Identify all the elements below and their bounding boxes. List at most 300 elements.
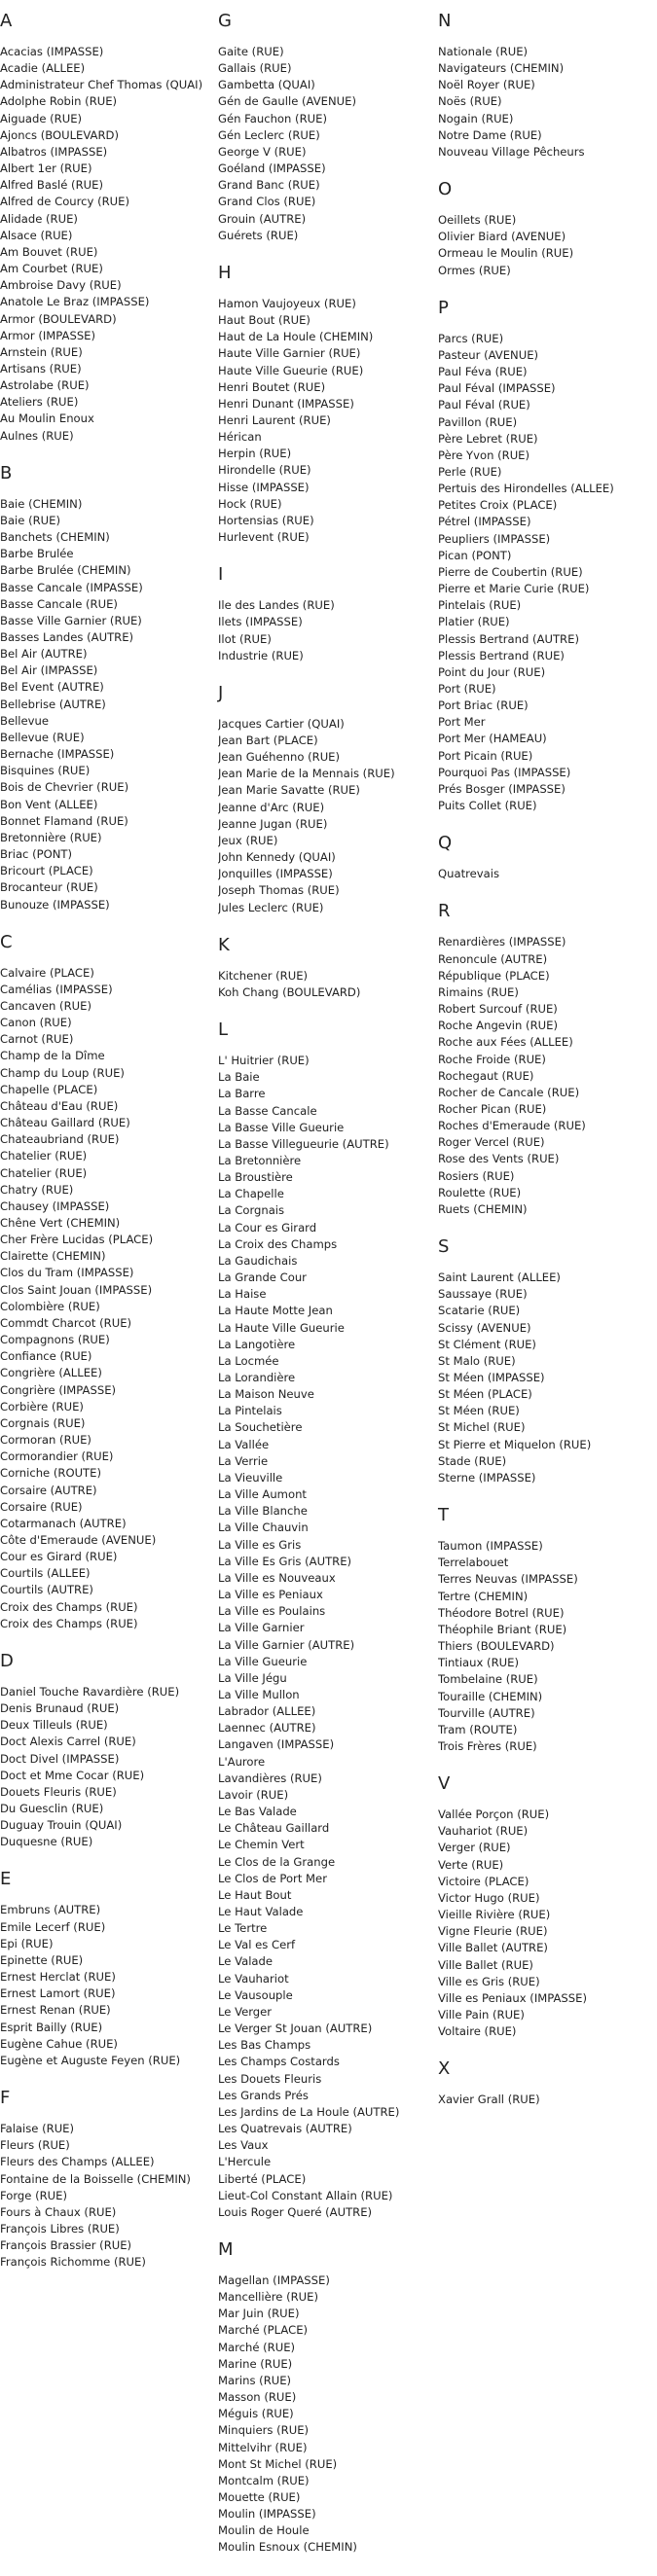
letter-heading: F — [0, 2088, 11, 2109]
street-item: Ilot (RUE) — [218, 631, 272, 646]
street-item: Clairette (CHEMIN) — [0, 1249, 106, 1264]
index-column-1 — [0, 8, 212, 2290]
street-item: Haut Bout (RUE) — [218, 313, 310, 328]
street-list — [218, 1053, 432, 2221]
street-item: Grouin (AUTRE) — [218, 211, 307, 226]
street-item: Alidade (RUE) — [0, 211, 78, 226]
street-item: Notre Dame (RUE) — [438, 127, 542, 142]
street-item: Le Clos de la Grange — [218, 1854, 336, 1869]
street-item: Ormes (RUE) — [438, 263, 511, 277]
street-item: Le Tertre — [218, 1921, 268, 1936]
street-item: St Michel (RUE) — [438, 1420, 526, 1435]
street-item: Duquesne (RUE) — [0, 1835, 93, 1849]
street-item: Père Lebret (RUE) — [438, 431, 538, 446]
street-item: Alsace (RUE) — [0, 228, 73, 242]
letter-heading: O — [438, 179, 453, 200]
index-column-3 — [438, 8, 654, 2128]
street-item: Albert 1er (RUE) — [0, 161, 92, 176]
street-item: Bunouze (IMPASSE) — [0, 897, 110, 912]
street-item: Croix des Champs (RUE) — [0, 1599, 138, 1614]
street-item: Chatry (RUE) — [0, 1182, 74, 1197]
letter-section-e — [0, 1870, 212, 2069]
street-item: Compagnons (RUE) — [0, 1333, 110, 1347]
street-item: Olivier Biard (AVENUE) — [438, 230, 566, 244]
street-item: Clos Saint Jouan (IMPASSE) — [0, 1282, 153, 1297]
street-item: Clos du Tram (IMPASSE) — [0, 1266, 134, 1280]
letter-section-g — [218, 12, 432, 244]
street-item: Ambroise Davy (RUE) — [0, 278, 122, 293]
street-list — [0, 965, 212, 1632]
street-item: Fours à Chaux (RUE) — [0, 2204, 117, 2219]
street-item: St Méen (IMPASSE) — [438, 1371, 545, 1384]
street-item: Sterne (IMPASSE) — [438, 1470, 536, 1485]
street-item: Au Moulin Enoux — [0, 411, 94, 426]
street-list — [438, 1270, 654, 1486]
street-item: Gén de Gaulle (AVENUE) — [218, 94, 357, 109]
street-item: Adolphe Robin (RUE) — [0, 94, 118, 109]
letter-heading: P — [438, 297, 449, 318]
street-item: Hisse (IMPASSE) — [218, 480, 310, 494]
street-item: François Brassier (RUE) — [0, 2238, 132, 2253]
street-item: Trois Frères (RUE) — [438, 1738, 537, 1753]
street-item: Le Vauhariot — [218, 1971, 289, 1986]
street-item: Marine (RUE) — [218, 2356, 293, 2371]
street-item: Lavoir (RUE) — [218, 1787, 289, 1802]
street-item: Château d'Eau (RUE) — [0, 1098, 119, 1113]
letter-heading: Q — [438, 833, 453, 854]
street-item: Banchets (CHEMIN) — [0, 530, 110, 545]
street-item: Mar Juin (RUE) — [218, 2307, 300, 2321]
street-item: Haut de La Houle (CHEMIN) — [218, 330, 374, 344]
street-item: Forge (RUE) — [0, 2188, 68, 2202]
street-item: Champ de la Dîme — [0, 1049, 105, 1063]
street-item: Mouette (RUE) — [218, 2490, 301, 2504]
street-item: Haute Ville Gueurie (RUE) — [218, 363, 364, 377]
street-item: Père Yvon (RUE) — [438, 447, 530, 462]
street-item: Eugène et Auguste Feyen (RUE) — [0, 2053, 181, 2067]
street-item: Hirondelle (RUE) — [218, 463, 311, 478]
street-item: Le Haut Bout — [218, 1887, 292, 1902]
street-item: La Maison Neuve — [218, 1387, 314, 1402]
street-item: Le Verger St Jouan (AUTRE) — [218, 2021, 373, 2036]
street-item: Grand Banc (RUE) — [218, 178, 320, 193]
street-item: Camélias (IMPASSE) — [0, 982, 113, 996]
street-item: Terrelabouet — [438, 1556, 509, 1570]
street-item: Doct Alexis Carrel (RUE) — [0, 1735, 136, 1749]
street-item: Le Clos de Port Mer — [218, 1871, 327, 1885]
street-item: John Kennedy (QUAI) — [218, 850, 336, 865]
street-item: Port Briac (RUE) — [438, 698, 529, 713]
street-item: Gambetta (QUAI) — [218, 78, 315, 92]
street-item: La Ville Jégu — [218, 1670, 287, 1685]
street-item: Eugène Cahue (RUE) — [0, 2036, 118, 2051]
street-item: Moulin (IMPASSE) — [218, 2507, 316, 2522]
street-item: Langaven (IMPASSE) — [218, 1737, 335, 1752]
street-item: Taumon (IMPASSE) — [438, 1539, 543, 1554]
street-item: Nouveau Village Pêcheurs — [438, 144, 585, 159]
street-item: Bel Air (IMPASSE) — [0, 663, 98, 678]
letter-heading: A — [0, 11, 13, 31]
street-item: Jules Leclerc (RUE) — [218, 900, 324, 914]
street-item: La Ville Aumont — [218, 1487, 307, 1502]
street-item: Bellevue (RUE) — [0, 730, 85, 744]
street-item: Gaite (RUE) — [218, 45, 284, 58]
street-item: La Verrie — [218, 1453, 269, 1468]
letter-heading: V — [438, 1773, 451, 1795]
street-item: Roger Vercel (RUE) — [438, 1135, 545, 1150]
street-item: Pavillon (RUE) — [438, 414, 518, 429]
street-item: Hurlevent (RUE) — [218, 530, 310, 545]
street-item: Carnot (RUE) — [0, 1032, 74, 1047]
street-item: Henri Laurent (RUE) — [218, 412, 331, 427]
street-item: La Souchetière — [218, 1420, 303, 1435]
street-item: Ormeau le Moulin (RUE) — [438, 246, 574, 261]
street-item: Robert Surcouf (RUE) — [438, 1002, 558, 1017]
letter-section-b — [0, 464, 212, 913]
street-item: La Bretonnière — [218, 1153, 302, 1167]
street-item: Perle (RUE) — [438, 464, 502, 479]
street-item: Commdt Charcot (RUE) — [0, 1315, 132, 1330]
street-item: Victor Hugo (RUE) — [438, 1890, 540, 1905]
street-item: Port Picain (RUE) — [438, 748, 533, 763]
street-item: Aiguade (RUE) — [0, 111, 83, 125]
street-item: Roche aux Fées (ALLEE) — [438, 1035, 573, 1050]
street-item: Embruns (AUTRE) — [0, 1903, 101, 1917]
street-item: Kitchener (RUE) — [218, 968, 309, 983]
street-item: Fontaine de la Boisselle (CHEMIN) — [0, 2171, 191, 2186]
street-item: La Ville Gueurie — [218, 1654, 308, 1668]
street-item: Quatrevais — [438, 867, 499, 881]
street-list — [0, 44, 212, 445]
street-item: Arnstein (RUE) — [0, 344, 83, 359]
street-item: Cancaven (RUE) — [0, 998, 91, 1013]
street-item: Corniche (ROUTE) — [0, 1466, 101, 1481]
street-item: Tombelaine (RUE) — [438, 1672, 538, 1687]
street-item: Pierre et Marie Curie (RUE) — [438, 582, 590, 596]
street-item: Les Quatrevais (AUTRE) — [218, 2122, 352, 2136]
letter-heading: E — [0, 1869, 12, 1890]
street-item: Pétrel (IMPASSE) — [438, 515, 531, 529]
street-item: Haute Ville Garnier (RUE) — [218, 346, 361, 361]
letter-section-l — [218, 1020, 432, 2221]
street-item: Mittelvihr (RUE) — [218, 2440, 308, 2454]
street-item: Bonnet Flamand (RUE) — [0, 813, 128, 828]
street-item: Hock (RUE) — [218, 496, 282, 511]
street-list — [438, 1538, 654, 1755]
street-item: Saint Laurent (ALLEE) — [438, 1270, 561, 1285]
street-item: Bon Vent (ALLEE) — [0, 797, 98, 811]
street-item: Port Mer — [438, 715, 486, 730]
street-item: Pierre de Coubertin (RUE) — [438, 564, 583, 579]
street-item: Fleurs des Champs (ALLEE) — [0, 2155, 155, 2169]
street-item: L'Hercule — [218, 2155, 272, 2169]
street-item: Saussaye (RUE) — [438, 1287, 528, 1302]
street-item: Rochegaut (RUE) — [438, 1068, 534, 1083]
street-item: Les Douets Fleuris — [218, 2071, 322, 2086]
street-item: Roches d'Emeraude (RUE) — [438, 1119, 586, 1133]
street-item: La Basse Ville Gueurie — [218, 1120, 345, 1134]
street-item: Herpin (RUE) — [218, 447, 292, 461]
street-item: Paul Féval (RUE) — [438, 398, 530, 412]
street-item: Colombière (RUE) — [0, 1299, 100, 1313]
letter-heading: I — [218, 564, 224, 586]
street-item: François Libres (RUE) — [0, 2221, 120, 2236]
street-item: Plessis Bertrand (RUE) — [438, 648, 565, 662]
street-item: Koh Chang (BOULEVARD) — [218, 984, 361, 999]
street-item: Corsaire (AUTRE) — [0, 1483, 97, 1497]
street-item: Magellan (IMPASSE) — [218, 2272, 330, 2287]
street-item: Ville es Peniaux (IMPASSE) — [438, 1990, 587, 2005]
street-item: Acacias (IMPASSE) — [0, 45, 104, 58]
street-item: Jeux (RUE) — [218, 833, 278, 847]
street-item: Le Bas Valade — [218, 1805, 297, 1819]
street-item: Albatros (IMPASSE) — [0, 144, 108, 159]
street-item: Renoncule (AUTRE) — [438, 951, 548, 966]
street-item: La Haute Ville Gueurie — [218, 1320, 345, 1335]
street-item: L' Huitrier (RUE) — [218, 1054, 310, 1068]
street-item: Du Guesclin (RUE) — [0, 1802, 104, 1815]
street-item: Renardières (IMPASSE) — [438, 935, 566, 949]
street-item: Champ du Loup (RUE) — [0, 1065, 125, 1080]
street-item: Brocanteur (RUE) — [0, 880, 98, 895]
street-item: Doct et Mme Cocar (RUE) — [0, 1768, 145, 1782]
street-item: Côte d'Emeraude (AVENUE) — [0, 1532, 157, 1547]
street-list — [438, 2092, 654, 2108]
street-item: Jean Guéhenno (RUE) — [218, 750, 341, 765]
street-item: Oeillets (RUE) — [438, 213, 517, 228]
letter-heading: X — [438, 2058, 451, 2080]
street-item: Petites Croix (PLACE) — [438, 498, 558, 513]
street-item: Jeanne d'Arc (RUE) — [218, 800, 325, 814]
street-item: Tintiaux (RUE) — [438, 1656, 519, 1670]
street-item: Courtils (AUTRE) — [0, 1583, 93, 1597]
street-item: Jean Marie Savatte (RUE) — [218, 783, 360, 798]
street-item: La Cour es Girard — [218, 1220, 317, 1234]
street-item: Cotarmanach (AUTRE) — [0, 1516, 127, 1530]
index-column-2 — [218, 8, 432, 2576]
street-item: Chêne Vert (CHEMIN) — [0, 1216, 121, 1230]
street-item: Joseph Thomas (RUE) — [218, 883, 340, 898]
street-item: La Langotière — [218, 1337, 296, 1351]
street-item: La Locmée — [218, 1353, 279, 1368]
street-item: Ville es Gris (RUE) — [438, 1974, 540, 1988]
street-item: Gallais (RUE) — [218, 61, 292, 76]
street-item: Théophile Briant (RUE) — [438, 1622, 567, 1636]
street-item: Xavier Grall (RUE) — [438, 2093, 540, 2107]
street-item: Doct Divel (IMPASSE) — [0, 1751, 120, 1766]
street-item: Ajoncs (BOULEVARD) — [0, 127, 119, 142]
street-item: Roche Froide (RUE) — [438, 1052, 546, 1066]
street-item: George V (RUE) — [218, 144, 307, 159]
street-item: Nationale (RUE) — [438, 45, 529, 58]
street-item: La Haute Motte Jean — [218, 1304, 333, 1318]
street-item: Canon (RUE) — [0, 1016, 72, 1030]
street-item: Hortensias (RUE) — [218, 513, 314, 527]
street-item: Astrolabe (RUE) — [0, 378, 90, 393]
street-item: Henri Boutet (RUE) — [218, 379, 326, 394]
street-item: Jeanne Jugan (RUE) — [218, 816, 328, 831]
street-item: Bricourt (PLACE) — [0, 864, 93, 878]
street-item: Les Champs Costards — [218, 2055, 340, 2069]
street-item: Fleurs (RUE) — [0, 2138, 70, 2153]
letter-section-v — [438, 1774, 654, 2040]
street-item: République (PLACE) — [438, 968, 550, 983]
street-item: Corgnais (RUE) — [0, 1415, 86, 1430]
street-item: Château Gaillard (RUE) — [0, 1116, 130, 1130]
street-item: La Basse Villegueurie (AUTRE) — [218, 1136, 389, 1151]
street-item: La Grande Cour — [218, 1270, 307, 1285]
street-item: Baie (RUE) — [0, 513, 61, 527]
street-item: Platier (RUE) — [438, 615, 510, 629]
letter-heading: S — [438, 1236, 450, 1258]
letter-section-q — [438, 834, 654, 882]
street-item: Rose des Vents (RUE) — [438, 1152, 560, 1166]
street-item: Am Courbet (RUE) — [0, 262, 103, 276]
street-list — [0, 496, 212, 913]
letter-heading: L — [218, 1020, 229, 1041]
street-item: Puits Collet (RUE) — [438, 799, 537, 813]
street-item: Scissy (AVENUE) — [438, 1320, 531, 1335]
street-item: Point du Jour (RUE) — [438, 664, 546, 679]
letter-heading: T — [438, 1505, 449, 1526]
street-item: Guérets (RUE) — [218, 228, 299, 242]
street-item: St Méen (PLACE) — [438, 1387, 532, 1402]
street-item: Prés Bosger (IMPASSE) — [438, 781, 566, 796]
street-item: Ville Ballet (RUE) — [438, 1957, 533, 1972]
street-item: Moulin Esnoux (CHEMIN) — [218, 2540, 357, 2555]
street-item: La Chapelle — [218, 1187, 284, 1201]
street-item: La Lorandière — [218, 1371, 296, 1384]
street-item: Ernest Herclat (RUE) — [0, 1970, 116, 1985]
street-item: Hamon Vaujoyeux (RUE) — [218, 296, 356, 310]
street-list — [0, 1902, 212, 2069]
street-item: Chausey (IMPASSE) — [0, 1199, 110, 1213]
street-item: La Ville es Peniaux — [218, 1588, 323, 1602]
street-item: Vauhariot (RUE) — [438, 1824, 529, 1839]
street-item: Goéland (IMPASSE) — [218, 161, 326, 176]
street-item: Parcs (RUE) — [438, 331, 504, 345]
street-item: Le Vausouple — [218, 1987, 293, 2002]
street-item: Verger (RUE) — [438, 1841, 511, 1855]
street-item: Administrateur Chef Thomas (QUAI) — [0, 78, 203, 92]
street-item: Marché (PLACE) — [218, 2323, 309, 2338]
street-item: St Méen (RUE) — [438, 1404, 520, 1418]
street-list — [438, 331, 654, 815]
letter-section-a — [0, 12, 212, 445]
street-item: Ile des Landes (RUE) — [218, 598, 335, 613]
letter-section-r — [438, 902, 654, 1218]
street-list — [438, 866, 654, 882]
street-item: Baie (CHEMIN) — [0, 496, 83, 511]
street-item: La Broustière — [218, 1170, 293, 1185]
street-item: Les Jardins de La Houle (AUTRE) — [218, 2104, 400, 2119]
street-item: Corsaire (RUE) — [0, 1499, 83, 1514]
street-item: La Vallée — [218, 1437, 270, 1451]
street-item: Ernest Renan (RUE) — [0, 2003, 111, 2018]
street-item: Tourville (AUTRE) — [438, 1705, 535, 1720]
street-item: Denis Brunaud (RUE) — [0, 1701, 120, 1716]
street-item: Les Grands Prés — [218, 2088, 309, 2102]
street-item: Falaise (RUE) — [0, 2122, 75, 2136]
street-item: Gén Fauchon (RUE) — [218, 111, 327, 125]
street-item: Alfred de Courcy (RUE) — [0, 195, 129, 209]
street-list — [218, 597, 432, 664]
street-item: Emile Lecerf (RUE) — [0, 1919, 106, 1934]
street-item: La Corgnais — [218, 1203, 285, 1218]
street-list — [0, 2121, 212, 2271]
letter-heading: M — [218, 2238, 234, 2260]
street-item: Marins (RUE) — [218, 2373, 292, 2387]
street-item: Ernest Lamort (RUE) — [0, 1986, 116, 2001]
street-item: Lieut-Col Constant Allain (RUE) — [218, 2188, 393, 2202]
street-item: François Richomme (RUE) — [0, 2255, 146, 2270]
street-item: Lavandières (RUE) — [218, 1771, 322, 1785]
street-item: La Ville Mullon — [218, 1687, 300, 1701]
street-item: Calvaire (PLACE) — [0, 965, 94, 980]
street-item: Acadie (ALLEE) — [0, 61, 86, 76]
street-item: Marché (RUE) — [218, 2340, 296, 2354]
street-list — [438, 1807, 654, 2040]
street-item: Stade (RUE) — [438, 1453, 507, 1468]
street-list — [438, 934, 654, 1218]
letter-heading: C — [0, 931, 13, 952]
street-item: Les Bas Champs — [218, 2038, 311, 2053]
letter-section-h — [218, 264, 432, 546]
street-item: Vieille Rivière (RUE) — [438, 1908, 551, 1922]
street-item: Jacques Cartier (QUAI) — [218, 716, 345, 731]
street-item: Le Verger — [218, 2004, 273, 2019]
street-item: Jean Bart (PLACE) — [218, 733, 318, 747]
street-item: Scatarie (RUE) — [438, 1304, 521, 1318]
letter-heading: N — [438, 11, 452, 31]
street-item: Rocher Pican (RUE) — [438, 1101, 547, 1116]
street-item: Noël Royer (RUE) — [438, 78, 535, 92]
letter-heading: D — [0, 1650, 14, 1671]
street-item: Tram (ROUTE) — [438, 1722, 518, 1736]
street-item: Méguis (RUE) — [218, 2407, 294, 2421]
street-item: Paul Féva (RUE) — [438, 365, 528, 379]
street-item: Grand Clos (RUE) — [218, 195, 316, 209]
street-item: Vigne Fleurie (RUE) — [438, 1924, 548, 1939]
street-item: Ateliers (RUE) — [0, 395, 79, 410]
street-item: Montcalm (RUE) — [218, 2473, 310, 2487]
letter-heading: B — [0, 462, 13, 483]
street-item: Gén Leclerc (RUE) — [218, 127, 320, 142]
street-item: Industrie (RUE) — [218, 648, 304, 662]
letter-heading: K — [218, 934, 230, 955]
street-item: Pican (PONT) — [438, 548, 512, 562]
street-item: Duguay Trouin (QUAI) — [0, 1818, 123, 1833]
street-item: Chatelier (RUE) — [0, 1165, 88, 1180]
street-item: Croix des Champs (RUE) — [0, 1616, 138, 1630]
street-item: Ville Pain (RUE) — [438, 2008, 525, 2021]
street-list — [218, 716, 432, 916]
street-item: Hérican — [218, 430, 262, 445]
letter-section-f — [0, 2089, 212, 2271]
street-item: Anatole Le Braz (IMPASSE) — [0, 295, 150, 309]
street-item: Victoire (PLACE) — [438, 1874, 529, 1888]
street-item: Courtils (ALLEE) — [0, 1566, 91, 1581]
street-item: Congrière (IMPASSE) — [0, 1382, 117, 1397]
street-item: Masson (RUE) — [218, 2390, 297, 2405]
street-item: Pertuis des Hirondelles (ALLEE) — [438, 482, 614, 496]
street-item: Armor (IMPASSE) — [0, 328, 96, 342]
street-item: La Gaudichais — [218, 1253, 298, 1268]
street-item: La Haise — [218, 1287, 267, 1302]
street-item: Peupliers (IMPASSE) — [438, 531, 551, 546]
street-item: Navigateurs (CHEMIN) — [438, 61, 565, 76]
street-item: Jonquilles (IMPASSE) — [218, 867, 333, 881]
